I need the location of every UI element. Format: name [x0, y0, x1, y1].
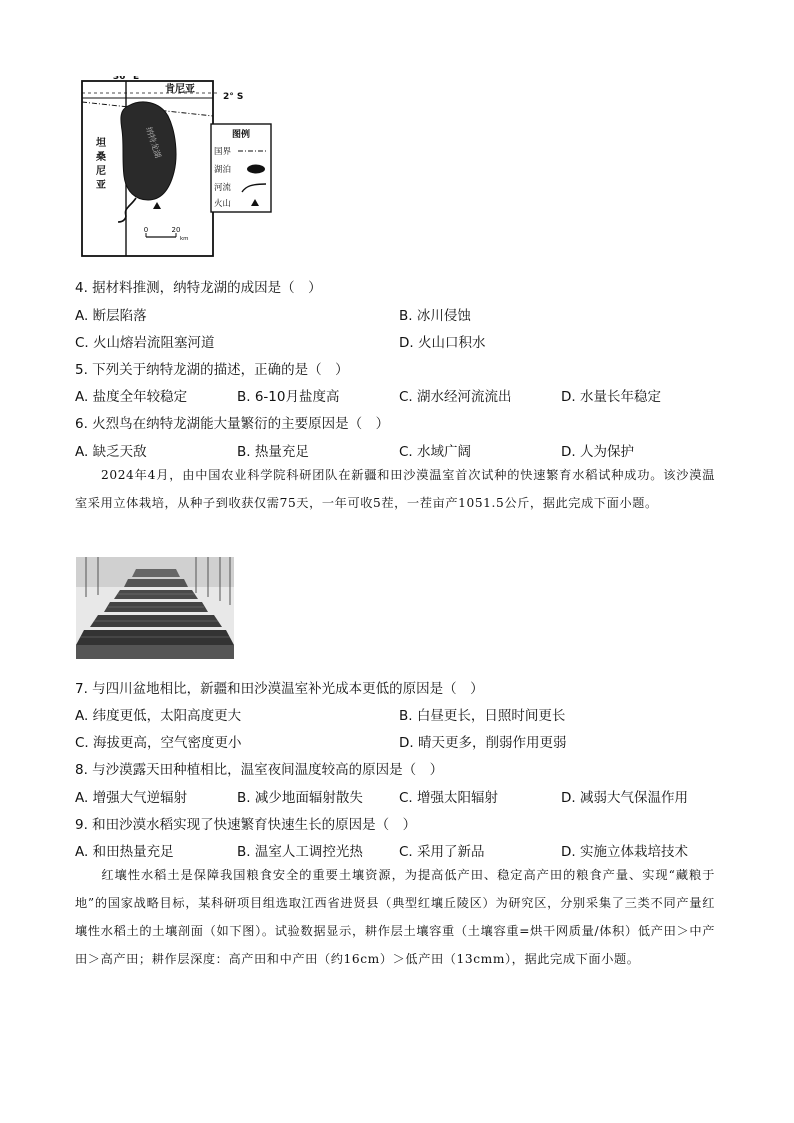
- question-6-option-c: C. 水域广阔: [399, 444, 472, 460]
- question-5-stem: 5. 下列关于纳特龙湖的描述，正确的是（ ）: [75, 362, 349, 378]
- question-7-option-a: A. 纬度更低，太阳高度更大: [75, 708, 242, 724]
- question-7-option-c: C. 海拔更高，空气密度更小: [75, 735, 242, 751]
- passage-rice-greenhouse: [75, 461, 715, 517]
- passage-red-soil: [75, 861, 715, 973]
- legend-title: 图例: [231, 130, 251, 140]
- tanzania-label-2: 桑: [96, 152, 106, 163]
- tanzania-label-1: 坦: [96, 138, 106, 149]
- question-6-stem: 6. 火烈鸟在纳特龙湖能大量繁衍的主要原因是（ ）: [75, 416, 390, 432]
- question-4-option-b: B. 冰川侵蚀: [399, 308, 471, 324]
- question-5-option-a: A. 盐度全年较稳定: [75, 389, 188, 405]
- legend-volcano-label: 火山: [214, 199, 232, 209]
- scale-twenty: 20: [171, 226, 181, 234]
- question-6-option-a: A. 缺乏天敌: [75, 444, 147, 460]
- legend-lake-label: 湖泊: [214, 165, 232, 175]
- lake-shape: [121, 102, 176, 200]
- question-6-option-d: D. 人为保护: [561, 444, 634, 460]
- legend-border-label: 国界: [214, 147, 232, 157]
- lake-legend-icon: [247, 165, 265, 174]
- tanzania-label-3: 尼: [96, 166, 106, 177]
- lake-label: 纳特龙湖: [144, 125, 163, 160]
- legend-river-label: 河流: [214, 183, 232, 193]
- kenya-label: 肯尼亚: [165, 84, 195, 95]
- question-4-stem: 4. 据材料推测，纳特龙湖的成因是（ ）: [75, 280, 322, 296]
- scale-unit: km: [180, 236, 189, 242]
- question-6-option-b: B. 热量充足: [237, 444, 309, 460]
- meridian-label: 36° E: [112, 76, 140, 82]
- question-5-option-d: D. 水量长年稳定: [561, 389, 661, 405]
- passage-red-soil-text: 红壤性水稻土是保障我国粮食安全的重要土壤资源，为提高低产田、稳定高产田的粮食产量、实现“藏粮于地”的国家战略目标，某科研项目组选取江西省进贤县（典型红壤丘陵区）为研究区，分别采集了三类不同产量红壤性水稻土的土壤剖面（如下图）。试验数据显示，耕作层土壤容重（土壤容重=烘干网质量/体积）低产田＞中产田＞高产田；耕作层深度：高产田和中产田（约16cm）＞低产田（13cmm），据此完成下面小题。: [75, 868, 715, 966]
- question-9-option-b: B. 温室人工调控光热: [237, 844, 363, 860]
- question-4-option-a: A. 断层陷落: [75, 308, 147, 324]
- lake-location-map: [80, 76, 280, 258]
- question-4-option-c: C. 火山熔岩流阻塞河道: [75, 335, 215, 351]
- question-8-stem: 8. 与沙漠露天田种植相比，温室夜间温度较高的原因是（ ）: [75, 762, 444, 778]
- question-5-option-c: C. 湖水经河流流出: [399, 389, 512, 405]
- question-8-option-b: B. 减少地面辐射散失: [237, 790, 363, 806]
- parallel-label: 2° S: [223, 92, 244, 102]
- tanzania-label-4: 亚: [96, 180, 106, 191]
- greenhouse-photo: [76, 557, 234, 659]
- scale-zero: 0: [143, 226, 149, 234]
- question-9-stem: 9. 和田沙漠水稻实现了快速繁育快速生长的原因是（ ）: [75, 817, 417, 833]
- question-8-option-d: D. 减弱大气保温作用: [561, 790, 688, 806]
- river-line: [118, 198, 136, 222]
- question-9-option-a: A. 和田热量充足: [75, 844, 174, 860]
- question-9-option-c: C. 采用了新品: [399, 844, 485, 860]
- question-5-option-b: B. 6-10月盐度高: [237, 389, 340, 405]
- question-8-option-a: A. 增强大气逆辐射: [75, 790, 188, 806]
- question-7-option-d: D. 晴天更多，削弱作用更弱: [399, 735, 567, 751]
- map-legend: [211, 124, 271, 212]
- passage-rice-text: 2024年4月，由中国农业科学院科研团队在新疆和田沙漠温室首次试种的快速繁育水稻试种成功。该沙漠温室采用立体栽培，从种子到收获仅需75天，一年可收5茬，一茬亩产1051.5公斤，据此完成下面小题。: [75, 468, 715, 510]
- question-7-option-b: B. 白昼更长，日照时间更长: [399, 708, 566, 724]
- question-9-option-d: D. 实施立体栽培技术: [561, 844, 688, 860]
- question-4-option-d: D. 火山口积水: [399, 335, 486, 351]
- question-8-option-c: C. 增强太阳辐射: [399, 790, 499, 806]
- question-7-stem: 7. 与四川盆地相比，新疆和田沙漠温室补光成本更低的原因是（ ）: [75, 681, 484, 697]
- volcano-icon: [153, 202, 161, 209]
